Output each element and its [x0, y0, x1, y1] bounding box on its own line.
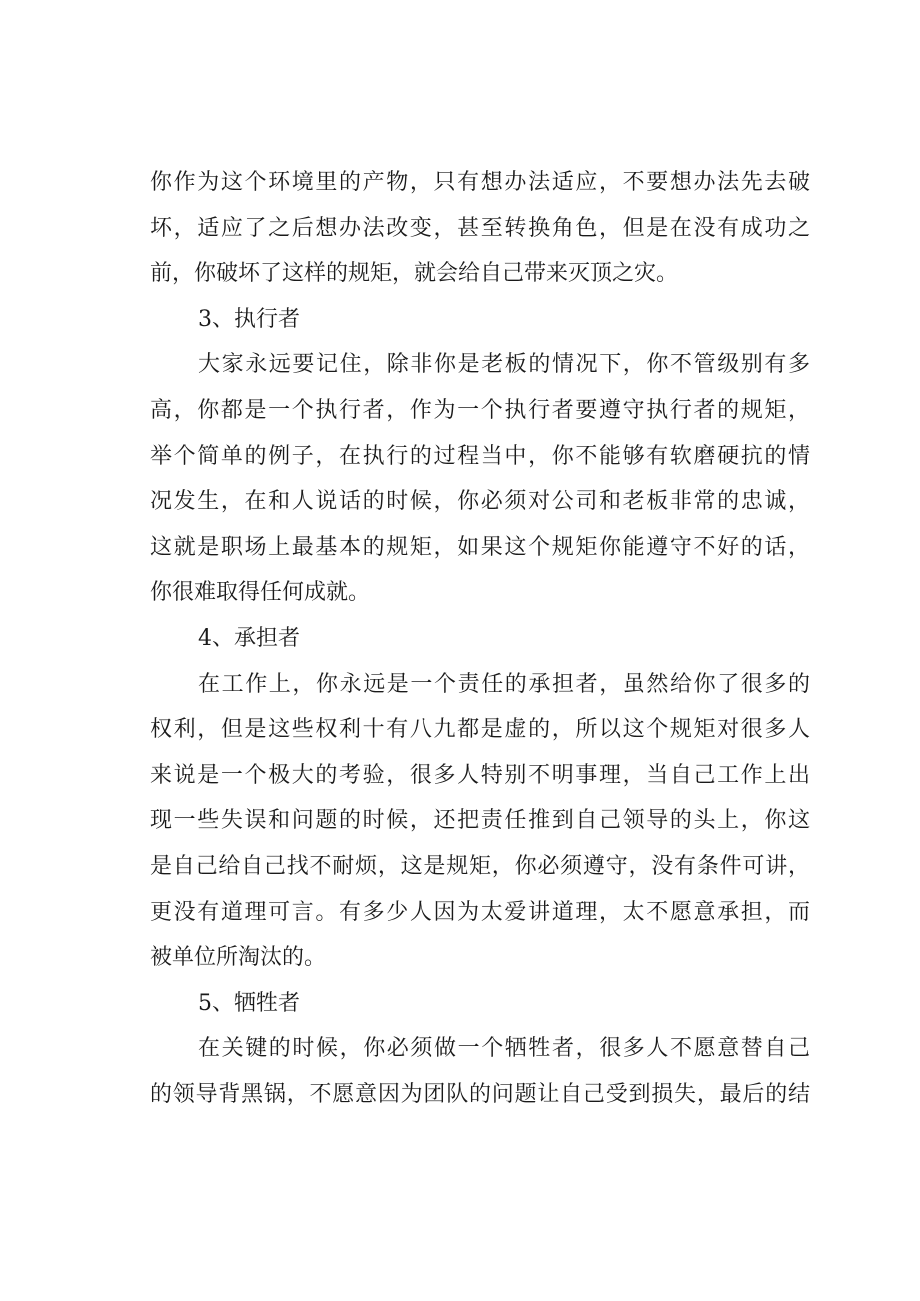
- document-body: [150, 160, 810, 1117]
- body-line: 坏，适应了之后想办法改变，甚至转换角色，但是在没有成功之: [150, 215, 810, 241]
- body-line: 的领导背黑锅，不愿意因为团队的问题让自己受到损失，最后的结: [150, 1081, 810, 1107]
- body-line: 更没有道理可言。有多少人因为太爱讲道理，太不愿意承担，而: [150, 899, 810, 925]
- body-line: 被单位所淘汰的。: [150, 945, 327, 971]
- body-line: 高，你都是一个执行者，作为一个执行者要遵守执行者的规矩，: [150, 397, 810, 423]
- body-line: 现一些失误和问题的时候，还把责任推到自己领导的头上，你这: [150, 808, 810, 834]
- body-line: 来说是一个极大的考验，很多人特别不明事理，当自己工作上出: [150, 762, 810, 788]
- body-line: 大家永远要记住，除非你是老板的情况下，你不管级别有多: [198, 352, 810, 378]
- body-line: 这就是职场上最基本的规矩，如果这个规矩你能遵守不好的话，: [150, 534, 810, 560]
- body-line: 你作为这个环境里的产物，只有想办法适应，不要想办法先去破: [150, 170, 810, 195]
- body-line: 权利，但是这些权利十有八九都是虚的，所以这个规矩对很多人: [150, 717, 810, 743]
- body-line: 举个简单的例子，在执行的过程当中，你不能够有软磨硬抗的情: [150, 443, 810, 469]
- body-line: 前，你破坏了这样的规矩，就会给自己带来灭顶之灾。: [150, 261, 679, 287]
- body-line: 在工作上，你永远是一个责任的承担者，虽然给你了很多的: [198, 671, 810, 697]
- section-heading-sacrificer: 5、牺牲者: [198, 990, 300, 1016]
- section-heading-bearer: 4、承担者: [198, 625, 300, 651]
- body-line: 是自己给自己找不耐烦，这是规矩，你必须遵守，没有条件可讲，: [150, 853, 810, 879]
- body-line: 在关键的时候，你必须做一个牺牲者，很多人不愿意替自己: [198, 1036, 810, 1062]
- body-line: 你很难取得任何成就。: [150, 580, 371, 606]
- section-heading-executor: 3、执行者: [198, 306, 300, 332]
- body-line: 况发生，在和人说话的时候，你必须对公司和老板非常的忠诚，: [150, 489, 810, 515]
